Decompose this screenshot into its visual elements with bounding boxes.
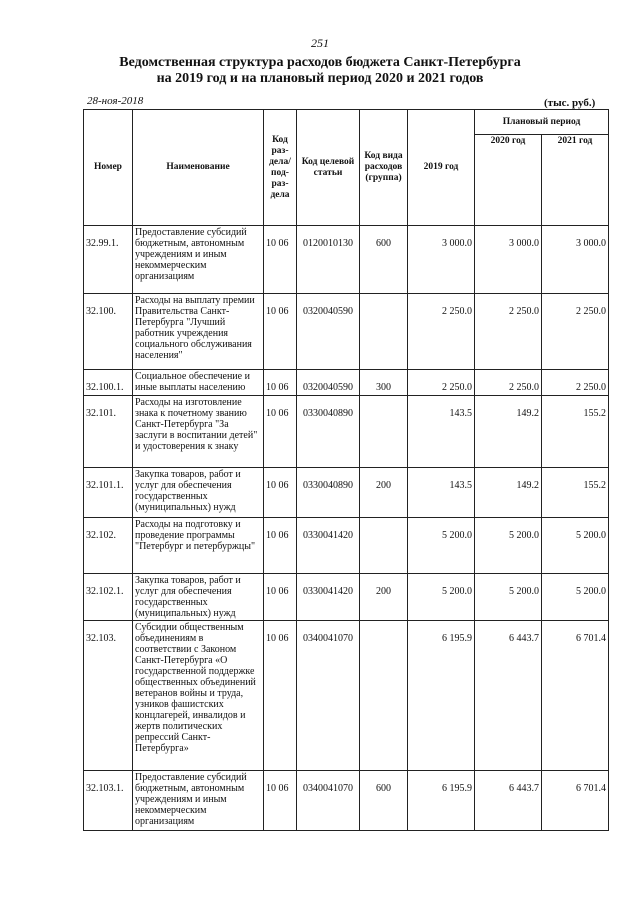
row-section: 10: [266, 586, 276, 597]
table-row: [84, 574, 609, 621]
row-target-code: 0120010130: [297, 226, 360, 294]
row-section-code: [264, 518, 297, 574]
table-row: [84, 518, 609, 574]
row-target-code: 0320040590: [297, 370, 360, 396]
row-value-2019: 3 000.0: [408, 226, 475, 294]
row-subsection: 06: [278, 633, 289, 644]
row-name: Закупка товаров, работ и услуг для обеспечения государственных (муниципальных) нужд: [133, 574, 264, 621]
header-target-code: Код целевой статьи: [297, 110, 360, 226]
row-expense-type: 300: [360, 370, 408, 396]
row-expense-type: 200: [360, 468, 408, 518]
row-section-code: [264, 771, 297, 831]
row-value-2020: 3 000.0: [475, 226, 542, 294]
row-section: 10: [266, 530, 276, 541]
row-subsection: 06: [278, 783, 289, 794]
row-subsection: 06: [278, 382, 289, 393]
table-row: [84, 294, 609, 370]
table-row: [84, 771, 609, 831]
row-section: 10: [266, 480, 276, 491]
row-number: 32.103.: [84, 621, 133, 771]
row-section-code: [264, 574, 297, 621]
row-name: Субсидии общественным объединениям в соответствии с Законом Санкт-Петербурга «О государственной поддержке общественных объединений ветеранов войны и труда, узников фашистских концлагерей, инвалидов и жертв политических репрессий Санкт-Петербурга»: [133, 621, 264, 771]
row-value-2019: 143.5: [408, 396, 475, 468]
page-number: 251: [311, 36, 329, 50]
row-section-code: [264, 226, 297, 294]
row-value-2019: 5 200.0: [408, 518, 475, 574]
row-section: 10: [266, 633, 276, 644]
row-value-2020: 5 200.0: [475, 518, 542, 574]
row-section: 10: [266, 238, 276, 249]
row-target-code: 0340041070: [297, 621, 360, 771]
row-expense-type: [360, 396, 408, 468]
row-section: 10: [266, 382, 276, 393]
row-number: 32.102.: [84, 518, 133, 574]
header-expense-type: Код вида расходов (группа): [360, 110, 408, 226]
table-row: [84, 396, 609, 468]
row-value-2021: 2 250.0: [542, 370, 609, 396]
row-target-code: 0330041420: [297, 574, 360, 621]
row-value-2021: 155.2: [542, 396, 609, 468]
row-target-code: 0330040890: [297, 468, 360, 518]
row-subsection: 06: [278, 586, 289, 597]
row-number: 32.101.: [84, 396, 133, 468]
row-target-code: 0330040890: [297, 396, 360, 468]
header-name: Наименование: [133, 110, 264, 226]
row-value-2021: 6 701.4: [542, 771, 609, 831]
header-2021: 2021 год: [542, 135, 609, 226]
row-name: Расходы на подготовку и проведение программы "Петербург и петербуржцы": [133, 518, 264, 574]
row-target-code: 0320040590: [297, 294, 360, 370]
row-name: Расходы на выплату премии Правительства Санкт-Петербурга "Лучший работник учреждения социального обслуживания населения": [133, 294, 264, 370]
row-subsection: 06: [278, 238, 289, 249]
row-name: Предоставление субсидий бюджетным, автономным учреждениям и иным некоммерческим организациям: [133, 771, 264, 831]
row-name: Социальное обеспечение и иные выплаты населению: [133, 370, 264, 396]
row-value-2020: 5 200.0: [475, 574, 542, 621]
table-row: [84, 226, 609, 294]
row-expense-type: 600: [360, 771, 408, 831]
row-number: 32.100.1.: [84, 370, 133, 396]
row-subsection: 06: [278, 408, 289, 419]
row-value-2019: 143.5: [408, 468, 475, 518]
row-value-2020: 149.2: [475, 468, 542, 518]
row-value-2019: 5 200.0: [408, 574, 475, 621]
row-section: 10: [266, 783, 276, 794]
row-value-2021: 155.2: [542, 468, 609, 518]
row-number: 32.99.1.: [84, 226, 133, 294]
row-expense-type: [360, 621, 408, 771]
row-subsection: 06: [278, 480, 289, 491]
row-value-2020: 2 250.0: [475, 370, 542, 396]
row-value-2020: 6 443.7: [475, 771, 542, 831]
header-number: Номер: [84, 110, 133, 226]
row-section-code: [264, 294, 297, 370]
title-line-1: Ведомственная структура расходов бюджета Санкт-Петербурга: [119, 55, 521, 70]
header-section-code: Код раз-дела/под-раз-дела: [264, 110, 297, 226]
row-value-2020: 6 443.7: [475, 621, 542, 771]
row-target-code: 0340041070: [297, 771, 360, 831]
header-2019: 2019 год: [408, 110, 475, 226]
row-value-2021: 6 701.4: [542, 621, 609, 771]
row-target-code: 0330041420: [297, 518, 360, 574]
row-section-code: [264, 370, 297, 396]
header-planned-period: Плановый период: [475, 110, 609, 135]
row-section-code: [264, 468, 297, 518]
row-value-2021: 3 000.0: [542, 226, 609, 294]
row-name: Закупка товаров, работ и услуг для обеспечения государственных (муниципальных) нужд: [133, 468, 264, 518]
row-section: 10: [266, 306, 276, 317]
row-name: Расходы на изготовление знака к почетному званию Санкт-Петербурга "За заслуги в воспитании детей" и удостоверения к знаку: [133, 396, 264, 468]
row-value-2019: 6 195.9: [408, 771, 475, 831]
row-value-2021: 5 200.0: [542, 574, 609, 621]
header-2020: 2020 год: [475, 135, 542, 226]
row-number: 32.100.: [84, 294, 133, 370]
table-row: [84, 370, 609, 396]
row-value-2021: 5 200.0: [542, 518, 609, 574]
row-section-code: [264, 396, 297, 468]
row-section-code: [264, 621, 297, 771]
budget-table: [83, 109, 609, 831]
document-title: [60, 55, 580, 87]
row-value-2019: 6 195.9: [408, 621, 475, 771]
row-section: 10: [266, 408, 276, 419]
row-expense-type: [360, 518, 408, 574]
row-number: 32.101.1.: [84, 468, 133, 518]
row-expense-type: 600: [360, 226, 408, 294]
row-value-2021: 2 250.0: [542, 294, 609, 370]
table-row: [84, 621, 609, 771]
document-date: 28-ноя-2018: [87, 95, 144, 107]
row-expense-type: 200: [360, 574, 408, 621]
title-line-2: на 2019 год и на плановый период 2020 и 2021 годов: [156, 71, 484, 86]
row-subsection: 06: [278, 306, 289, 317]
row-subsection: 06: [278, 530, 289, 541]
row-number: 32.102.1.: [84, 574, 133, 621]
row-name: Предоставление субсидий бюджетным, автономным учреждениям и иным некоммерческим организациям: [133, 226, 264, 294]
row-value-2020: 149.2: [475, 396, 542, 468]
row-expense-type: [360, 294, 408, 370]
row-value-2019: 2 250.0: [408, 370, 475, 396]
table-row: [84, 468, 609, 518]
units-label: (тыс. руб.): [544, 97, 596, 109]
row-value-2020: 2 250.0: [475, 294, 542, 370]
row-number: 32.103.1.: [84, 771, 133, 831]
row-value-2019: 2 250.0: [408, 294, 475, 370]
